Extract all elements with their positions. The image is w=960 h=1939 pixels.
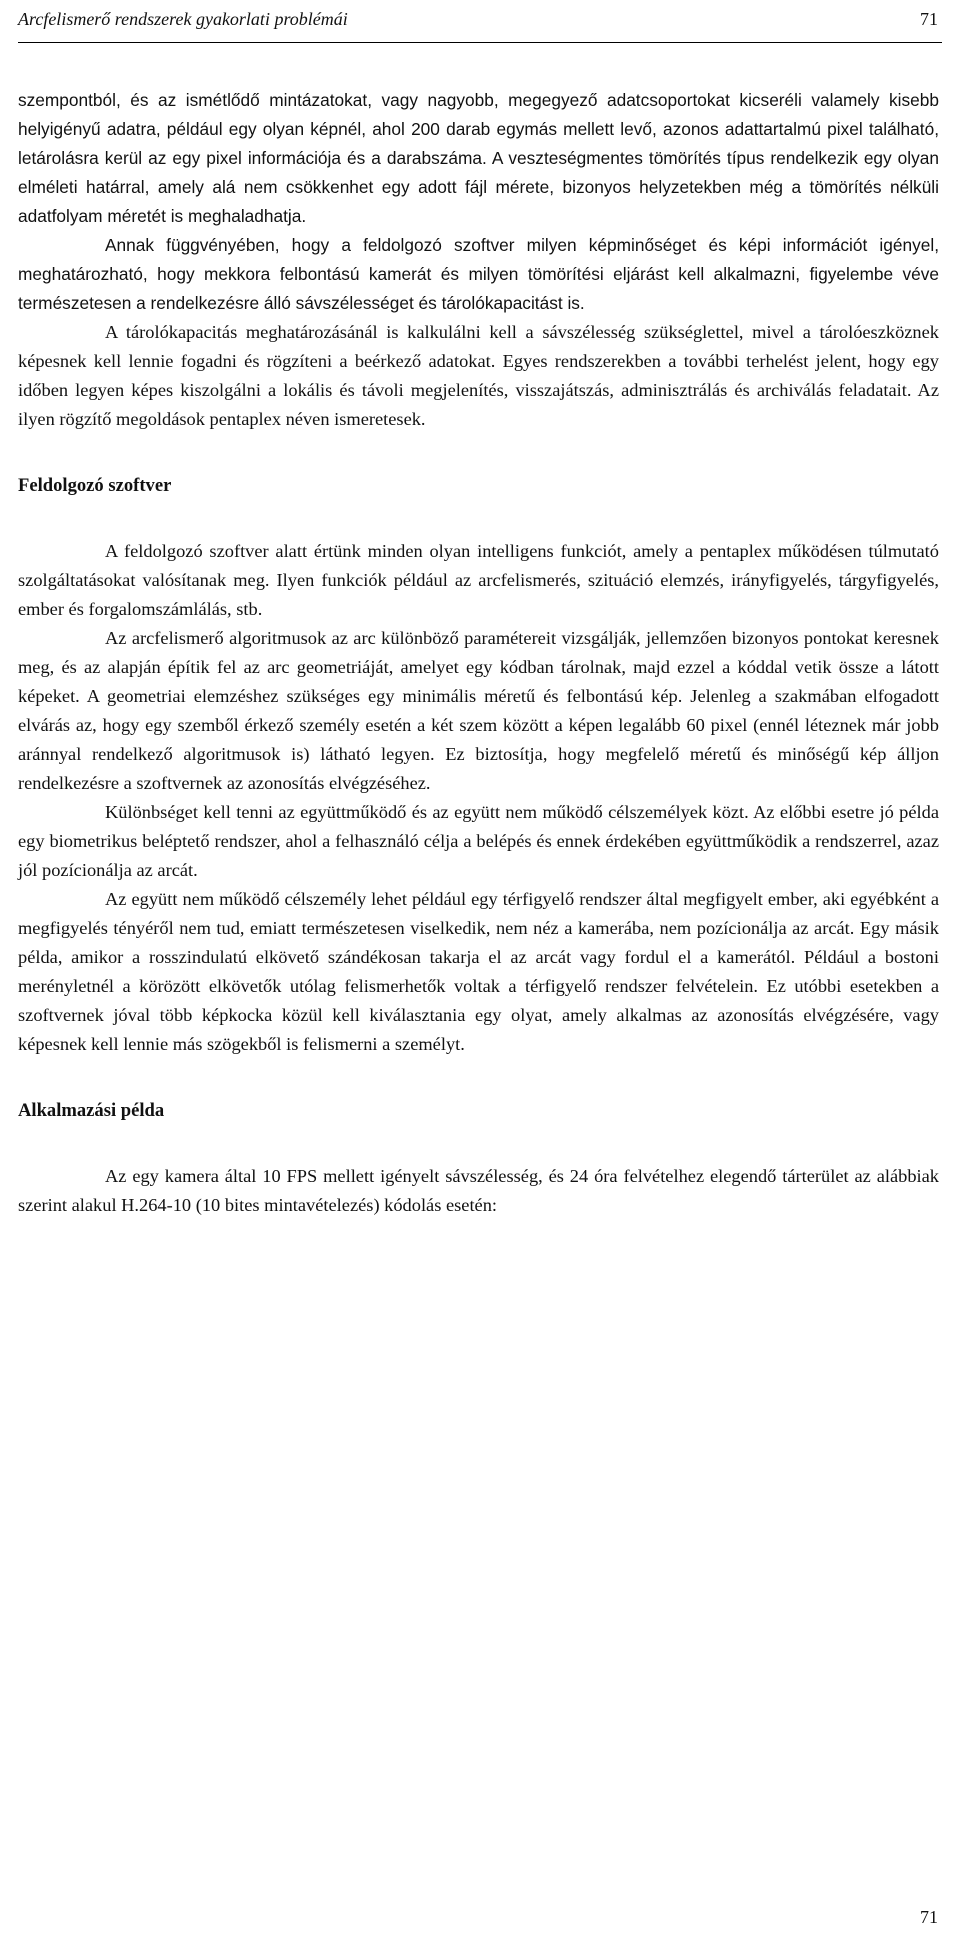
running-header-title: Arcfelismerő rendszerek gyakorlati problémái (18, 9, 348, 29)
paragraph: Az együtt nem működő célszemély lehet például egy térfigyelő rendszer által megfigyelt ember, aki egyébként a megfigyelés tényéről nem tud, emiatt természetesen viselkedik, nem néz a kamerába, nem pozícionálja az arcát. Egy másik példa, amikor a rosszindulatú elkövető szándékosan takarja el az arcát vagy fordul el a kamerától. Például a bostoni merényletnél a körözött elkövetők utólag felismerhetők voltak a térfigyelő rendszer felvételein. Ez utóbbi esetekben a szoftvernek jóval több képkocka közül kell kiválasztania egy olyat, amely alkalmas az azonosítás elvégzésére, vagy képesnek kell lennie más szögekből is felismerni a személyt. (18, 889, 939, 1054)
intro-block (18, 86, 939, 318)
paragraph: Az arcfelismerő algoritmusok az arc különböző paramétereit vizsgálják, jellemzően bizonyos pontokat keresnek meg, és az alapján építik fel az arc geometriáját, amelyet egy kódban tárolnak, majd ezzel a kóddal vetik össze a látott képeket. A geometriai elemzéshez szükséges egy minimális méretű és felbontású kép. Jelenleg a szakmában elfogadott elvárás az, hogy egy szemből érkező személy esetén a két szem között a képen legalább 60 pixel (ennél léteznek már jobb aránnyal rendelkező algoritmusok is) látható legyen. Ez biztosítja, hogy megfelelő méretű és minőségű kép álljon rendelkezésre a szoftvernek az azonosítás elvégzéséhez. (18, 628, 939, 793)
paragraph: A tárolókapacitás meghatározásánál is kalkulálni kell a sávszélesség szükséglettel, mivel a tárolóeszköznek képesnek kell lennie fogadni és rögzíteni a beérkező adatokat. Egyes rendszerekben a további terhelést jelent, hogy egy időben legyen képes kiszolgálni a lokális és távoli megjelenítés, visszajátszás, adminisztrálás és archiválás feladatait. Az ilyen rögzítő megoldások pentaplex néven ismeretesek. (18, 322, 939, 429)
paragraph: Annak függvényében, hogy a feldolgozó szoftver milyen képminőséget és képi információt igényel, meghatározható, hogy mekkora felbontású kamerát és milyen tömörítési eljárást kell alkalmazni, figyelembe véve természetesen a rendelkezésre álló sávszélességet és tárolókapacitást is. (18, 235, 939, 313)
running-header-page-number: 71 (920, 9, 938, 29)
footer-page-number: 71 (920, 1907, 938, 1927)
running-header (18, 0, 942, 43)
paragraph: A feldolgozó szoftver alatt értünk minden olyan intelligens funkciót, amely a pentaplex működésen túlmutató szolgáltatásokat valósítanak meg. Ilyen funkciók például az arcfelismerés, szituáció elemzés, irányfigyelés, tárgyfigyelés, ember és forgalomszámlálás, stb. (18, 541, 939, 619)
paragraph: Az egy kamera által 10 FPS mellett igényelt sávszélesség, és 24 óra felvételhez elegendő tárterület az alábbiak szerint alakul H.264-10 (10 bites mintavételezés) kódolás esetén: (18, 1166, 939, 1215)
section-heading-feldolgozo-szoftver: Feldolgozó szoftver (18, 475, 172, 496)
document-body (18, 86, 939, 1220)
paragraph: Különbséget kell tenni az együttműködő és az együtt nem működő célszemélyek közt. Az előbbi esetre jó példa egy biometrikus beléptető rendszer, ahol a felhasználó célja a belépés és ennek érdekében együttműködik a rendszerrel, azaz jól pozícionálja az arcát. (18, 802, 939, 880)
section-heading-alkalmazasi-pelda: Alkalmazási példa (18, 1100, 165, 1121)
paragraph: szempontból, és az ismétlődő mintázatokat, vagy nagyobb, megegyező adatcsoportokat kicseréli valamely kisebb helyigényű adatra, például egy olyan képnél, ahol 200 darab egymás mellett levő, azonos adattartalmú pixel található, letárolásra kerül az egy pixel információja és a darabszáma. A veszteségmentes tömörítés típus rendelkezik egy olyan elméleti határral, amely alá nem csökkenhet egy adott fájl mérete, bizonyos helyzetekben még a tömörítés nélküli adatfolyam méretét is meghaladhatja. (18, 90, 939, 226)
